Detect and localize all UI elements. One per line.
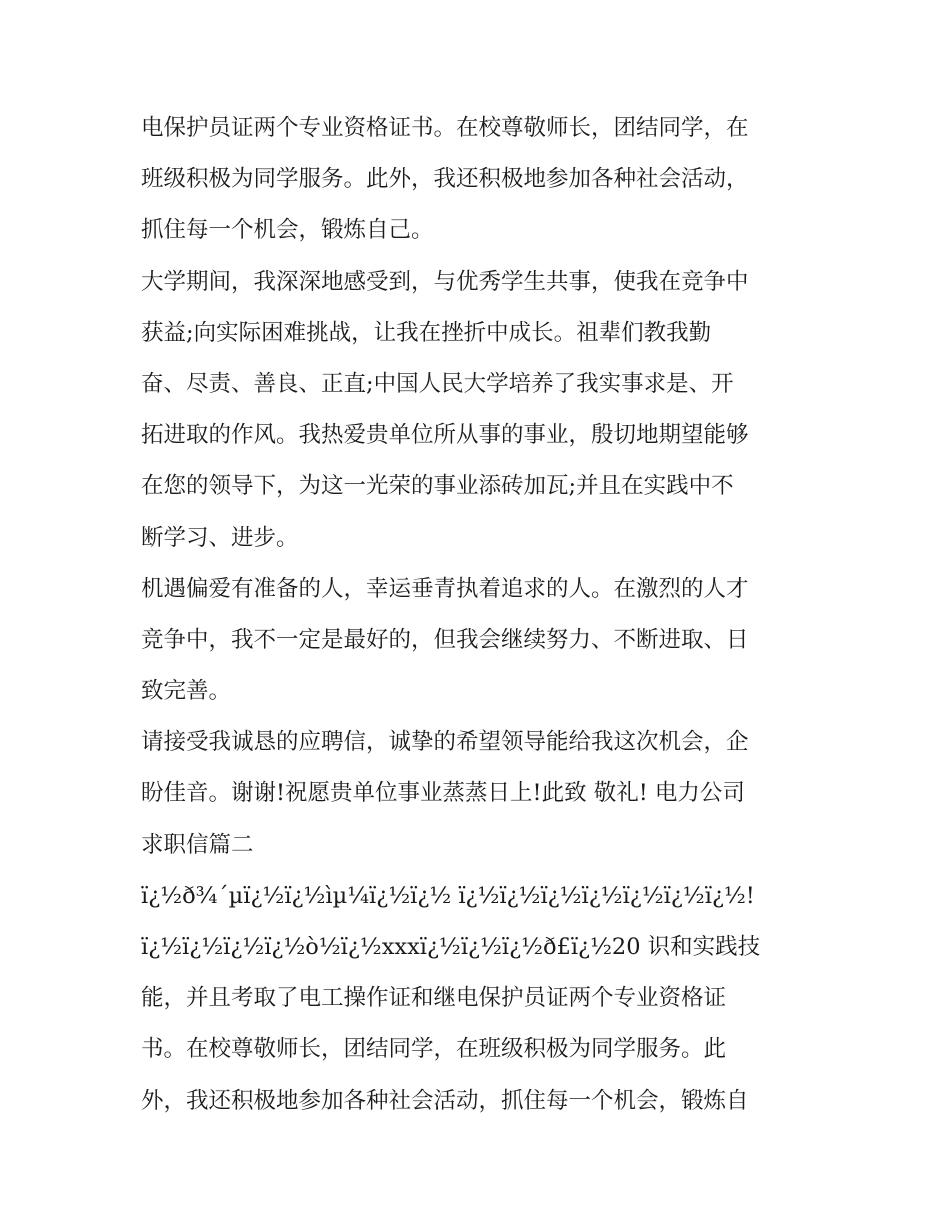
- text-line: 书。在校尊敬师长，团结同学，在班级积极为同学服务。此: [141, 1036, 727, 1063]
- text-line: 奋、尽责、善良、正直;中国人民大学培养了我实事求是、开: [141, 370, 734, 397]
- text-line: 竞争中，我不一定是最好的，但我会继续努力、不断进取、日: [141, 626, 749, 653]
- text-line: 在您的领导下，为这一光荣的事业添砖加瓦;并且在实践中不: [141, 473, 734, 500]
- text-line: 机遇偏爱有准备的人，幸运垂青执着追求的人。在激烈的人才: [141, 575, 749, 602]
- text-line: 抓住每一个机会，锻炼自己。: [141, 217, 434, 244]
- text-line: 能，并且考取了电工操作证和继电保护员证两个专业资格证: [141, 985, 727, 1012]
- garbled-text-line: ï¿½ï¿½ï¿½ï¿½ò½ï¿½xxxï¿½ï¿½ï¿½ð£ï¿½20 识和实践技: [141, 934, 761, 960]
- body-text: [141, 103, 821, 1127]
- section-heading: 求职信篇二: [141, 831, 254, 858]
- text-line: 外，我还积极地参加各种社会活动，抓住每一个机会，锻炼自: [141, 1087, 749, 1114]
- text-line: 请接受我诚恳的应聘信，诚挚的希望领导能给我这次机会，企: [141, 729, 749, 756]
- text-line: 致完善。: [141, 678, 232, 705]
- text-line: 大学期间，我深深地感受到，与优秀学生共事，使我在竞争中: [141, 268, 749, 295]
- text-line: 盼佳音。谢谢!祝愿贵单位事业蒸蒸日上!此致 敬礼! 电力公司: [141, 780, 745, 807]
- garbled-text-line: ï¿½ð¾´µï¿½ï¿½ìµ¼ï¿½ï¿½ ï¿½ï¿½ï¿½ï¿½ï¿½ï¿½ï¿½!: [141, 882, 755, 909]
- text-line: 电保护员证两个专业资格证书。在校尊敬师长，团结同学，在: [141, 115, 749, 141]
- text-line: 拓进取的作风。我热爱贵单位所从事的事业，殷切地期望能够: [141, 422, 749, 449]
- text-line: 班级积极为同学服务。此外，我还积极地参加各种社会活动，: [141, 166, 749, 193]
- text-line: 获益;向实际困难挑战，让我在挫折中成长。祖辈们教我勤: [141, 319, 712, 346]
- text-line: 断学习、进步。: [141, 524, 299, 551]
